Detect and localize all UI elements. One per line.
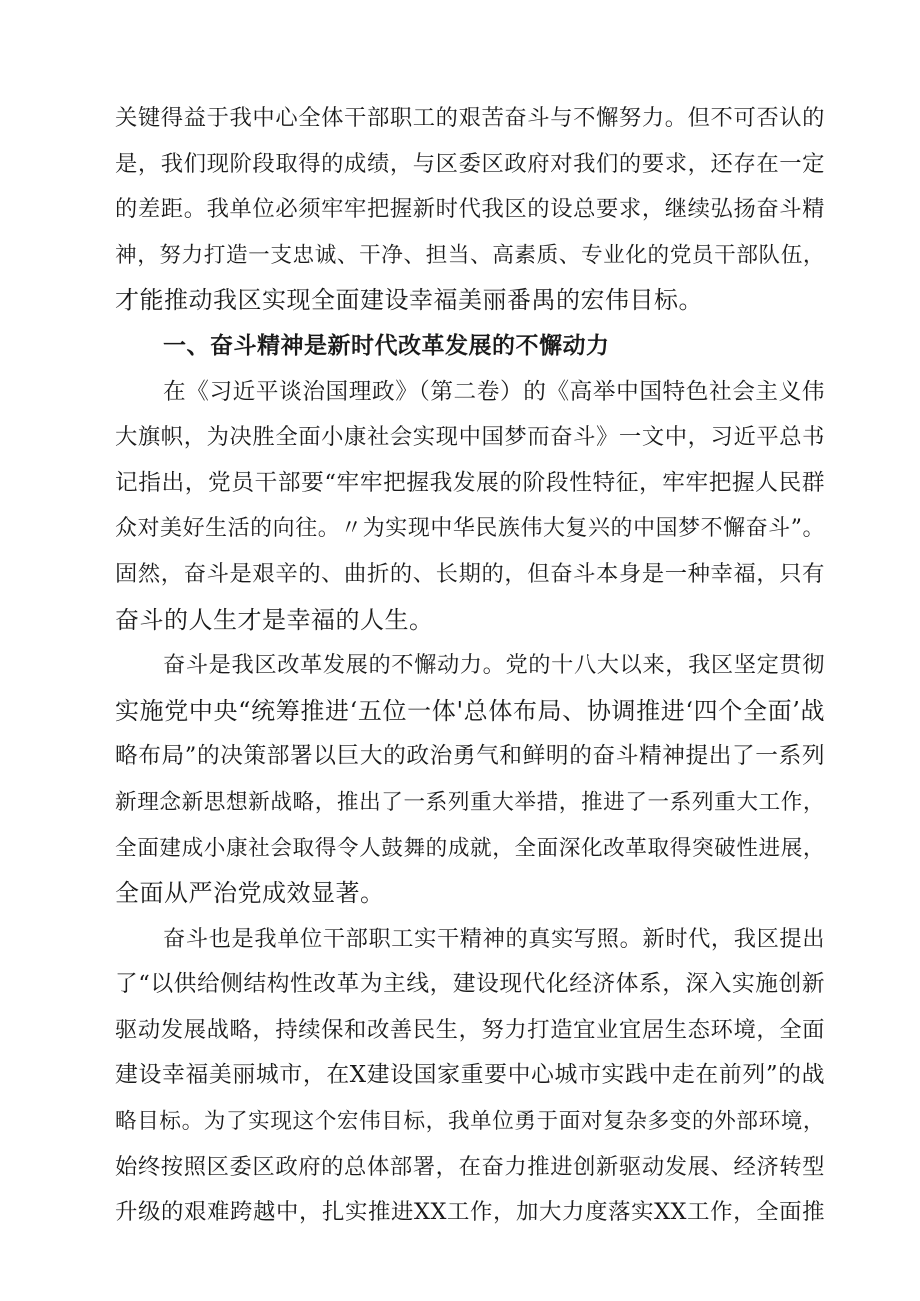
body-line: 建设幸福美丽城市，在X建设国家重要中心城市实践中走在前列”的战 bbox=[115, 1062, 825, 1089]
body-line: 大旗帜，为决胜全面小康社会实现中国梦而奋斗》一文中，习近平总书 bbox=[115, 424, 825, 451]
section-heading: 一、奋斗精神是新时代改革发展的不懈动力 bbox=[163, 332, 610, 359]
body-line: 驱动发展战略，持续保和改善民生，努力打造宜业宜居生态环境，全面 bbox=[115, 1016, 825, 1043]
body-line: 神，努力打造一支忠诚、干净、担当、高素质、专业化的党员干部队伍， bbox=[115, 242, 825, 268]
body-line: 奋斗也是我单位干部职工实干精神的真实写照。新时代，我区提出 bbox=[163, 925, 825, 952]
body-line: 升级的艰难跨越中，扎实推进XX工作，加大力度落实XX工作，全面推 bbox=[115, 1199, 825, 1226]
body-line: 奋斗是我区改革发展的不懈动力。党的十八大以来，我区坚定贯彻 bbox=[163, 652, 825, 679]
body-line: 新理念新思想新战略，推出了一系列重大举措，推进了一系列重大工作， bbox=[115, 789, 825, 815]
body-line: 全面建成小康社会取得令人鼓舞的成就，全面深化改革取得突破性进展， bbox=[115, 835, 825, 861]
body-line: 众对美好生活的向往。〃为实现中华民族伟大复兴的中国梦不懈奋斗”。 bbox=[115, 516, 825, 542]
body-line: 了“以供给侧结构性改革为主线，建设现代化经济体系，深入实施创新 bbox=[115, 971, 825, 998]
document-body bbox=[115, 96, 825, 1236]
body-line: 实施党中央“统筹推进‘五位一体'总体布局、协调推进‘四个全面’战 bbox=[115, 696, 825, 725]
body-line: 奋斗的人生才是幸福的人生。 bbox=[115, 605, 434, 634]
body-line: 的差距。我单位必须牢牢把握新时代我区的设总要求，继续弘扬奋斗精 bbox=[115, 196, 825, 223]
body-line: 才能推动我区实现全面建设幸福美丽番禺的宏伟目标。 bbox=[115, 286, 703, 315]
body-line: 在《习近平谈治国理政》（第二卷）的《高举中国特色社会主义伟 bbox=[163, 378, 825, 405]
body-line: 记指出，党员干部要“牢牢把握我发展的阶段性特征，牢牢把握人民群 bbox=[115, 469, 825, 496]
body-line: 始终按照区委区政府的总体部署，在奋力推进创新驱动发展、经济转型 bbox=[115, 1153, 825, 1180]
body-line: 略布局”的决策部署以巨大的政治勇气和鲜明的奋斗精神提出了一系列 bbox=[115, 743, 825, 770]
body-line: 固然，奋斗是艰辛的、曲折的、长期的，但奋斗本身是一种幸福，只有 bbox=[115, 560, 825, 587]
body-line: 全面从严治党成效显著。 bbox=[115, 879, 385, 908]
body-line: 关键得益于我中心全体干部职工的艰苦奋斗与不懈努力。但不可否认的 bbox=[115, 105, 825, 131]
body-line: 略目标。为了实现这个宏伟目标，我单位勇于面对复杂多变的外部环境， bbox=[115, 1109, 825, 1135]
body-line: 是，我们现阶段取得的成绩，与区委区政府对我们的要求，还存在一定 bbox=[115, 150, 825, 177]
